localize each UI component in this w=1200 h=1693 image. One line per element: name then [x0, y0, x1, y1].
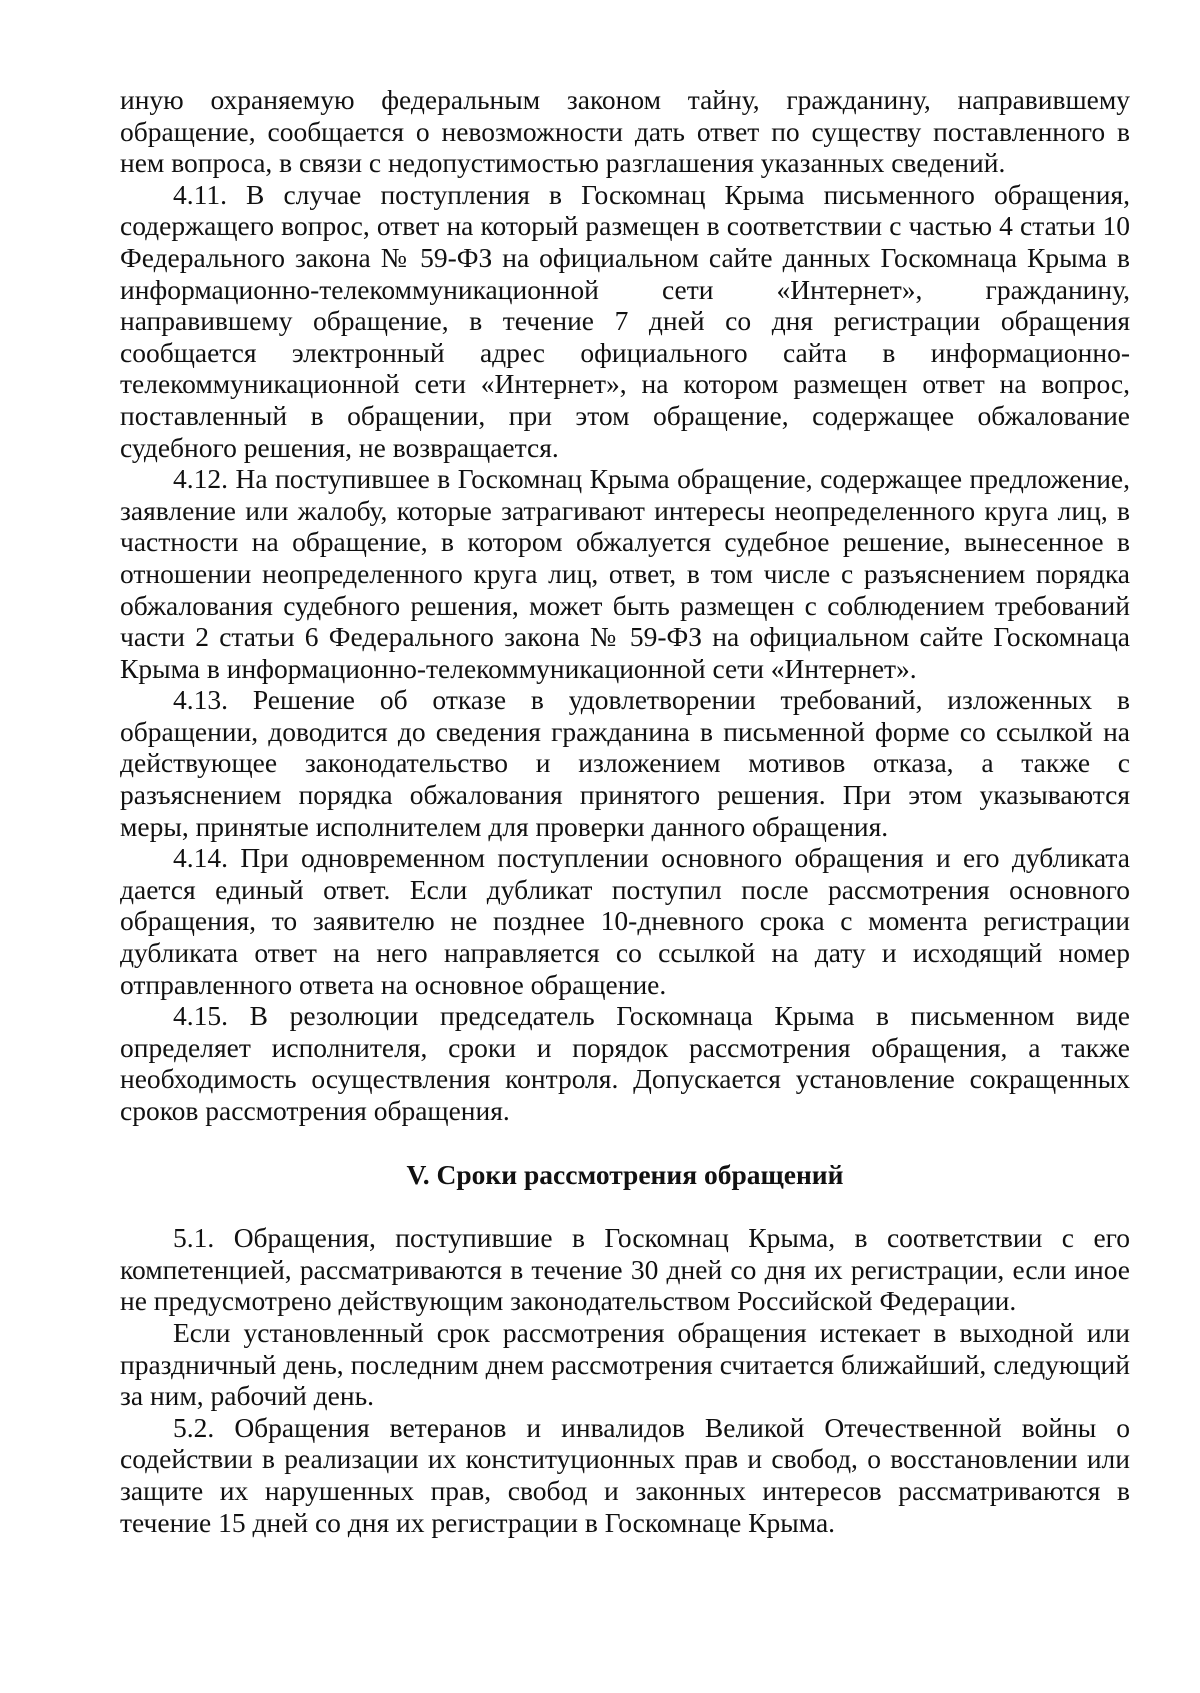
paragraph-5-2: 5.2. Обращения ветеранов и инвалидов Великой Отечественной войны о содействии в реализации их конституционных прав и свобод, о восстановлении или защите их нарушенных прав, свобод и законных интересов рассматриваются в течение 15 дней со дня их регистрации в Госкомнаце Крыма.: [120, 1411, 1130, 1538]
paragraph-continuation: иную охраняемую федеральным законом тайну, гражданину, направившему обращение, сообщается о невозможности дать ответ по существу поставленного в нем вопроса, в связи с недопустимостью разглашения указанных сведений.: [120, 84, 1130, 179]
paragraph-4-15: 4.15. В резолюции председатель Госкомнаца Крыма в письменном виде определяет исполнителя, сроки и порядок рассмотрения обращения, а также необходимость осуществления контроля. Допускается установление сокращенных сроков рассмотрения обращения.: [120, 1000, 1130, 1126]
section-heading: V. Сроки рассмотрения обращений: [406, 1158, 844, 1190]
paragraph-5-1: 5.1. Обращения, поступившие в Госкомнац Крыма, в соответствии с его компетенцией, рассматриваются в течение 30 дней со дня их регистрации, если иное не предусмотрено действующим законодательством Российской Федерации.: [120, 1222, 1130, 1317]
paragraph-4-11: 4.11. В случае поступления в Госкомнац Крыма письменного обращения, содержащего вопрос, ответ на который размещен в соответствии с частью 4 статьи 10 Федерального закона № 59-ФЗ на официальном сайте данных Госкомнаца Крыма в информационно-телекоммуникационной сети «Интернет», гражданину, направившему обращение, в течение 7 дней со дня регистрации обращения сообщается электронный адрес официального сайта в информационно-телекоммуникационной сети «Интернет», на котором размещен ответ на вопрос, поставленный в обращении, при этом обращение, содержащее обжалование судебного решения, не возвращается.: [120, 178, 1130, 463]
paragraph-4-14: 4.14. При одновременном поступлении основного обращения и его дубликата дается единый ответ. Если дубликат поступил после рассмотрения основного обращения, то заявителю не позднее 10-дневного срока с момента регистрации дубликата ответ на него направляется со ссылкой на дату и исходящий номер отправленного ответа на основное обращение.: [120, 842, 1130, 1000]
paragraph-4-12: 4.12. На поступившее в Госкомнац Крыма обращение, содержащее предложение, заявление или жалобу, которые затрагивают интересы неопределенного круга лиц, в частности на обращение, в котором обжалуется судебное решение, вынесенное в отношении неопределенного круга лиц, ответ, в том числе с разъяснением порядка обжалования судебного решения, может быть размещен с соблюдением требований части 2 статьи 6 Федерального закона № 59-ФЗ на официальном сайте Госкомнаца Крыма в информационно-телекоммуникационной сети «Интернет».: [120, 463, 1130, 684]
paragraph-4-13: 4.13. Решение об отказе в удовлетворении требований, изложенных в обращении, доводится до сведения гражданина в письменной форме со ссылкой на действующее законодательство и изложением мотивов отказа, а также с разъяснением порядка обжалования принятого решения. При этом указываются меры, принятые исполнителем для проверки данного обращения.: [120, 684, 1130, 842]
document-page: [120, 84, 1130, 1538]
paragraph-5-1-deadline: Если установленный срок рассмотрения обращения истекает в выходной или праздничный день, последним днем рассмотрения считается ближайший, следующий за ним, рабочий день.: [120, 1316, 1130, 1412]
